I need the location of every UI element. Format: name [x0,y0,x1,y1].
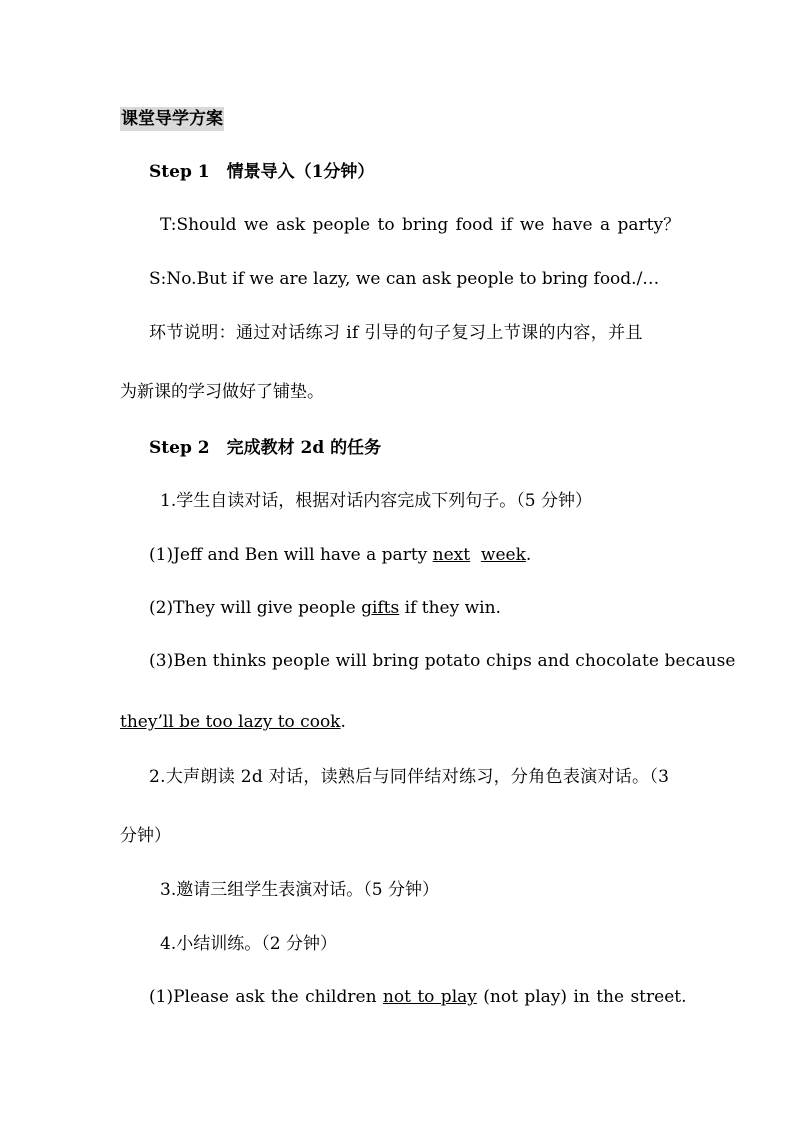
step1-heading: Step 1 情景导入（1分钟） [149,162,375,182]
task2-line2: 分钟） [120,826,171,846]
question-2-end: if they win. [399,598,501,618]
question-4-end: (not play) in the street. [476,987,687,1007]
question-4-answer: not to play [382,987,477,1007]
question-3-end: . [340,712,346,732]
question-1-end: . [525,545,532,565]
section-title: 课堂导学方案 [121,109,223,129]
question-1 [149,543,531,567]
step1-note-line2: 为新课的学习做好了铺垫。 [120,382,324,402]
question-1-text: (1)Jeff and Ben will have a party [149,545,433,565]
task3-instruction: 3.邀请三组学生表演对话。（5 分钟） [160,880,439,900]
question-3-line1: (3)Ben thinks people will bring potato chips and chocolate because [149,651,736,671]
question-2-answer: gifts [361,598,400,618]
task4-instruction: 4.小结训练。（2 分钟） [160,934,337,954]
teacher-question: T:Should we ask people to bring food if we have a party？ [160,215,681,235]
question-2 [149,596,501,620]
question-4 [149,985,687,1009]
task2-line1: 2.大声朗读 2d 对话，读熟后与同伴结对练习，分角色表演对话。（3 [149,767,670,787]
question-1-answer-2: week [480,545,526,565]
step1-note-line1: 环节说明：通过对话练习 if 引导的句子复习上节课的内容，并且 [149,323,643,343]
step2-heading: Step 2 完成教材 2d 的任务 [149,438,382,458]
question-2-text: (2)They will give people [149,598,362,618]
student-answer: S:No.But if we are lazy, we can ask people to bring food./… [149,269,660,289]
question-3-answer: they’ll be too lazy to cook [120,712,341,732]
question-4-text: (1)Please ask the children [149,987,383,1007]
question-3-line2 [120,710,346,734]
question-1-answer-1: next [432,545,471,565]
task1-instruction: 1.学生自读对话，根据对话内容完成下列句子。（5 分钟） [160,491,592,511]
